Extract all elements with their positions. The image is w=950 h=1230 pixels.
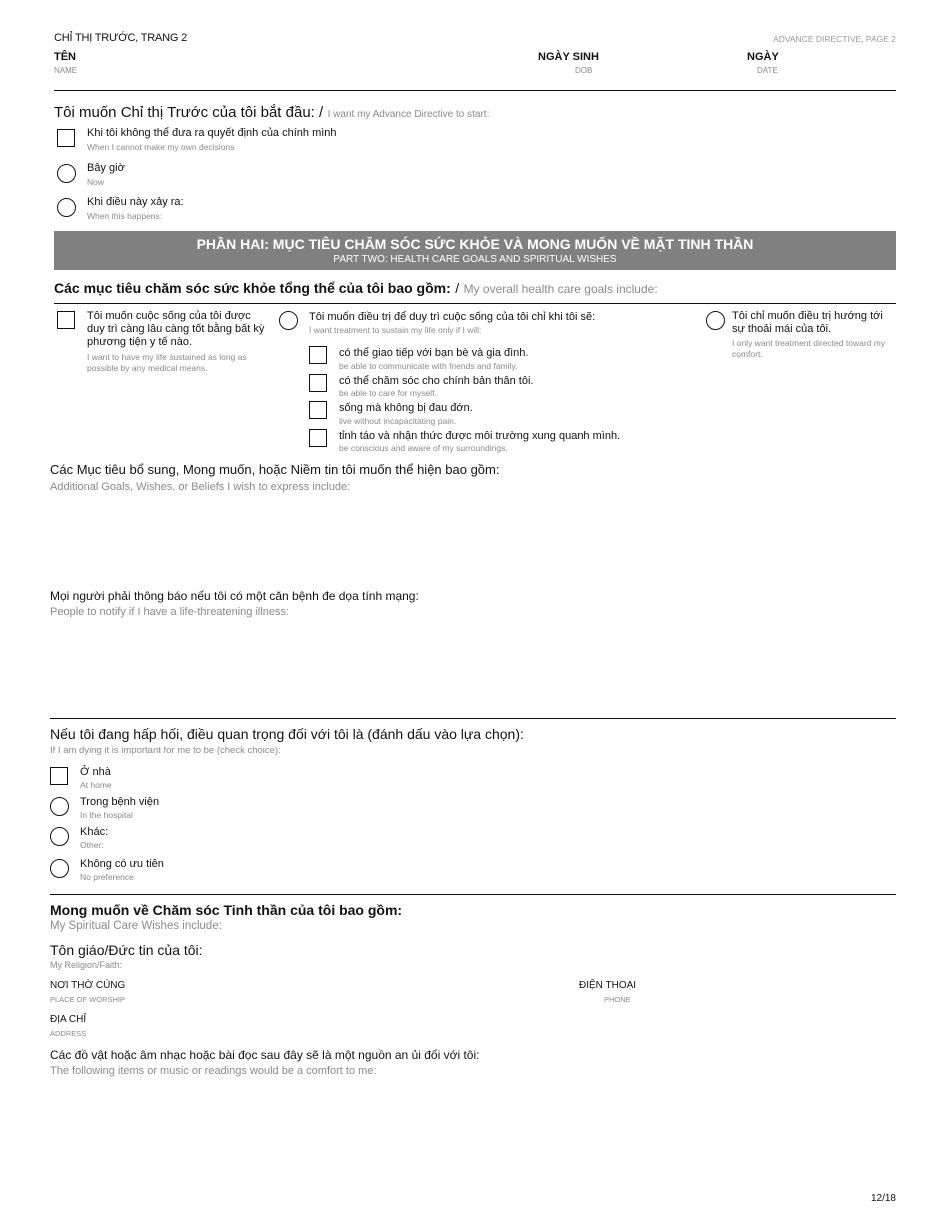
start-option-1-label-en: When I cannot make my own decisions <box>87 142 235 152</box>
goals-divider <box>54 303 896 304</box>
dying-home-label: Ở nhà <box>80 766 111 778</box>
goal-comfort-label-en: I only want treatment directed toward my comfort. <box>732 338 886 359</box>
goal-self-care-checkbox[interactable] <box>309 374 327 392</box>
address-label-en: ADDRESS <box>50 1029 87 1038</box>
dying-home-label-en: At home <box>80 780 112 790</box>
goal-conscious-checkbox[interactable] <box>309 429 327 447</box>
phone-label-en: PHONE <box>604 995 631 1004</box>
goals-heading-en: My overall health care goals include: <box>463 282 658 296</box>
dying-home-checkbox[interactable] <box>50 767 68 785</box>
start-heading <box>54 104 489 122</box>
spiritual-heading: Mong muốn về Chăm sóc Tinh thần của tôi bao gồm: <box>50 902 403 918</box>
notify-divider <box>50 718 896 719</box>
dob-label-en: DOB <box>575 66 593 75</box>
goal-sustain-life-label-en: I want to have my life sustained as long as possible by any medical means. <box>87 352 247 373</box>
notify-heading-en: People to notify if I have a life-threatening illness: <box>50 606 290 618</box>
start-option-2-label-en: Now <box>87 177 105 187</box>
dying-heading-en: If I am dying it is important for me to be (check choice): <box>50 745 281 756</box>
start-option-3-label: Khi điều này xảy ra: <box>87 196 184 208</box>
start-option-1-label: Khi tôi không thể đưa ra quyết định của chính mình <box>87 127 337 139</box>
dying-no-preference-radio[interactable] <box>50 859 69 878</box>
address-label: ĐỊA CHỈ <box>50 1014 87 1025</box>
goal-no-pain-checkbox[interactable] <box>309 401 327 419</box>
date-label-en: DATE <box>757 66 778 75</box>
goal-conditional-label-en: I want treatment to sustain my life only if I will: <box>309 325 482 335</box>
goals-heading <box>54 280 658 298</box>
dying-other-label-en: Other: <box>80 840 104 850</box>
dying-no-preference-label-en: No preference <box>80 872 134 882</box>
dying-hospital-radio[interactable] <box>50 797 69 816</box>
dying-hospital-label-en: In the hospital <box>80 810 133 820</box>
name-label-en: NAME <box>54 66 78 75</box>
religion-heading: Tôn giáo/Đức tin của tôi: <box>50 942 203 958</box>
comfort-heading-en: The following items or music or readings would be a comfort to me: <box>50 1065 377 1077</box>
additional-heading-en: Additional Goals, Wishes, or Beliefs I wish to express include: <box>50 481 351 493</box>
comfort-write-area[interactable] <box>50 1082 896 1182</box>
header-right-title: ADVANCE DIRECTIVE, PAGE 2 <box>773 34 896 44</box>
goal-self-care-label-en: be able to care for myself. <box>339 388 437 398</box>
goal-communicate-label: có thể giao tiếp với bạn bè và gia đình. <box>339 347 529 359</box>
goal-comfort-radio[interactable] <box>706 311 725 330</box>
goal-sustain-life-label: Tôi muốn cuộc sống của tôi được duy trì càng lâu càng tốt bằng bất kỳ phương tiện y tế nào. <box>87 310 265 348</box>
start-option-3-radio[interactable] <box>57 198 76 217</box>
goal-self-care-label: có thể chăm sóc cho chính bản thân tôi. <box>339 375 534 387</box>
dying-heading: Nếu tôi đang hấp hối, điều quan trọng đối với tôi là (đánh dấu vào lựa chọn): <box>50 726 524 742</box>
notify-write-area[interactable] <box>50 622 896 717</box>
start-option-3-label-en: When this happens: <box>87 211 163 221</box>
dob-label: NGÀY SINH <box>538 51 599 63</box>
date-label: NGÀY <box>747 51 779 63</box>
start-heading-en: I want my Advance Directive to start: <box>327 109 490 120</box>
goal-communicate-label-en: be able to communicate with friends and family. <box>339 361 518 371</box>
dying-divider <box>50 894 896 895</box>
religion-heading-en: My Religion/Faith: <box>50 960 123 970</box>
goal-no-pain-label: sống mà không bị đau đớn. <box>339 402 473 414</box>
goal-conditional-radio[interactable] <box>279 311 298 330</box>
part-two-banner-subtitle: PART TWO: HEALTH CARE GOALS AND SPIRITUAL WISHES <box>333 254 617 265</box>
worship-label-en: PLACE OF WORSHIP <box>50 995 126 1004</box>
spiritual-heading-en: My Spiritual Care Wishes include: <box>50 920 222 932</box>
page-number: 12/18 <box>870 1193 896 1204</box>
dying-other-radio[interactable] <box>50 827 69 846</box>
goal-conditional-label: Tôi muốn điều trị để duy trì cuộc sống của tôi chỉ khi tôi sẽ: <box>309 311 596 323</box>
part-two-banner <box>54 231 896 270</box>
dying-other-label: Khác: <box>80 826 109 838</box>
goal-conscious-label-en: be conscious and aware of my surroundings. <box>339 443 508 453</box>
goal-comfort-label: Tôi chỉ muốn điều trị hướng tới sự thoải mái của tôi. <box>732 310 883 335</box>
dying-hospital-label: Trong bệnh viện <box>80 796 160 808</box>
header-left-title: CHỈ THỊ TRƯỚC, TRANG 2 <box>54 32 187 44</box>
additional-heading: Các Mục tiêu bổ sung, Mong muốn, hoặc Niềm tin tôi muốn thể hiện bao gồm: <box>50 462 500 477</box>
start-option-1-checkbox[interactable] <box>57 129 75 147</box>
start-heading-vi: Tôi muốn Chỉ thị Trước của tôi bắt đầu: / <box>54 104 324 121</box>
part-two-banner-title: PHẦN HAI: MỤC TIÊU CHĂM SÓC SỨC KHỎE VÀ MONG MUỐN VỀ MẶT TINH THẦN <box>196 236 754 252</box>
notify-heading: Mọi người phải thông báo nếu tôi có một căn bệnh đe dọa tính mạng: <box>50 589 419 603</box>
goals-heading-slash: / <box>455 280 460 296</box>
goal-no-pain-label-en: live without incapacitating pain. <box>339 416 457 426</box>
worship-label: NƠI THỜ CÚNG <box>50 980 126 991</box>
comfort-heading: Các đồ vật hoặc âm nhạc hoặc bài đọc sau đây sẽ là một nguồn an ủi đối với tôi: <box>50 1048 480 1062</box>
name-label: TÊN <box>54 51 76 63</box>
goal-sustain-life-checkbox[interactable] <box>57 311 75 329</box>
goal-communicate-checkbox[interactable] <box>309 346 327 364</box>
additional-write-area[interactable] <box>50 498 896 583</box>
dying-no-preference-label: Không có ưu tiên <box>80 858 164 870</box>
start-option-2-radio[interactable] <box>57 164 76 183</box>
phone-label: ĐIỆN THOẠI <box>579 980 637 991</box>
goal-conscious-label: tỉnh táo và nhận thức được môi trường xung quanh mình. <box>339 430 621 442</box>
goals-heading-vi: Các mục tiêu chăm sóc sức khỏe tổng thể của tôi bao gồm: <box>54 280 451 296</box>
header-divider <box>54 90 896 91</box>
start-option-2-label: Bây giờ <box>87 162 125 174</box>
